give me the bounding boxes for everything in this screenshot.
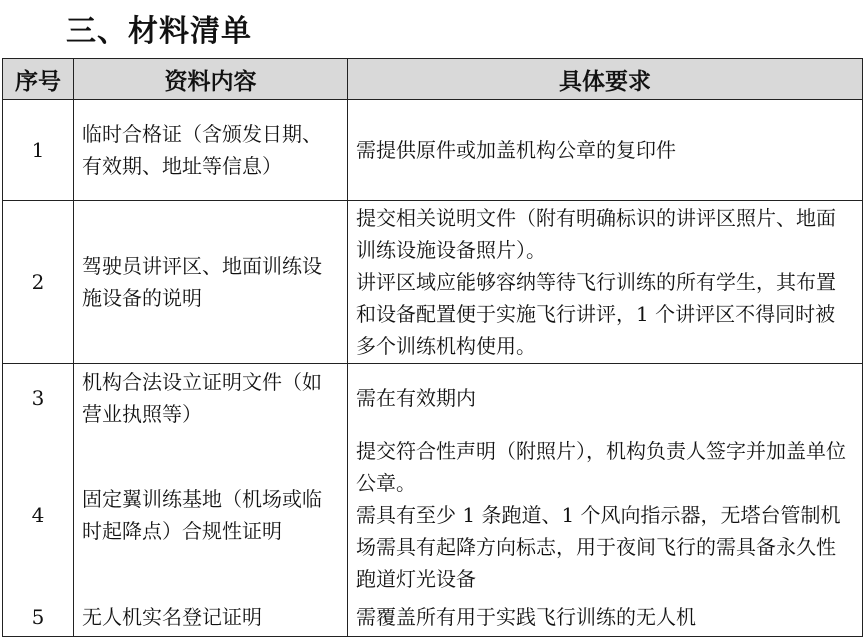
row-number: 3 [3,364,74,433]
header-requirements: 具体要求 [348,59,863,100]
table-row [3,201,863,364]
table-row [3,433,863,598]
row-requirements [348,433,863,598]
row-material: 机构合法设立证明文件（如营业执照等） [74,364,348,433]
section-title: 三、材料清单 [66,14,252,49]
materials-table [2,58,863,637]
row-requirements [348,364,863,433]
requirement-text: 需在有效期内 [356,386,476,410]
row-requirements [348,100,863,201]
table-header-row [3,59,863,100]
row-material: 驾驶员讲评区、地面训练设施设备的说明 [74,201,348,364]
row-number: 1 [3,100,74,201]
requirement-text: 需提供原件或加盖机构公章的复印件 [356,138,676,162]
row-requirements [348,598,863,637]
row-material: 临时合格证（含颁发日期、有效期、地址等信息） [74,100,348,201]
header-serial-number: 序号 [3,59,74,100]
row-material: 固定翼训练基地（机场或临时起降点）合规性证明 [74,433,348,598]
requirement-text: 讲评区域应能够容纳等待飞行训练的所有学生，其布置和设备配置便于实施飞行讲评，1 个讲评区不得同时被多个训练机构使用。 [356,270,836,358]
row-number: 5 [3,598,74,637]
table-row [3,364,863,433]
row-number: 2 [3,201,74,364]
requirement-text: 需具有至少 1 条跑道、1 个风向指示器，无塔台管制机场需具有起降方向标志，用于夜间飞行的需具备永久性跑道灯光设备 [356,503,841,591]
requirement-text: 需覆盖所有用于实践飞行训练的无人机 [356,605,696,629]
row-number: 4 [3,433,74,598]
row-requirements [348,201,863,364]
table-row [3,598,863,637]
table-row [3,100,863,201]
header-material-content: 资料内容 [74,59,348,100]
requirement-text: 提交符合性声明（附照片），机构负责人签字并加盖单位公章。 [356,439,846,495]
row-material: 无人机实名登记证明 [74,598,348,637]
requirement-text: 提交相关说明文件（附有明确标识的讲评区照片、地面训练设施设备照片）。 [356,206,836,262]
